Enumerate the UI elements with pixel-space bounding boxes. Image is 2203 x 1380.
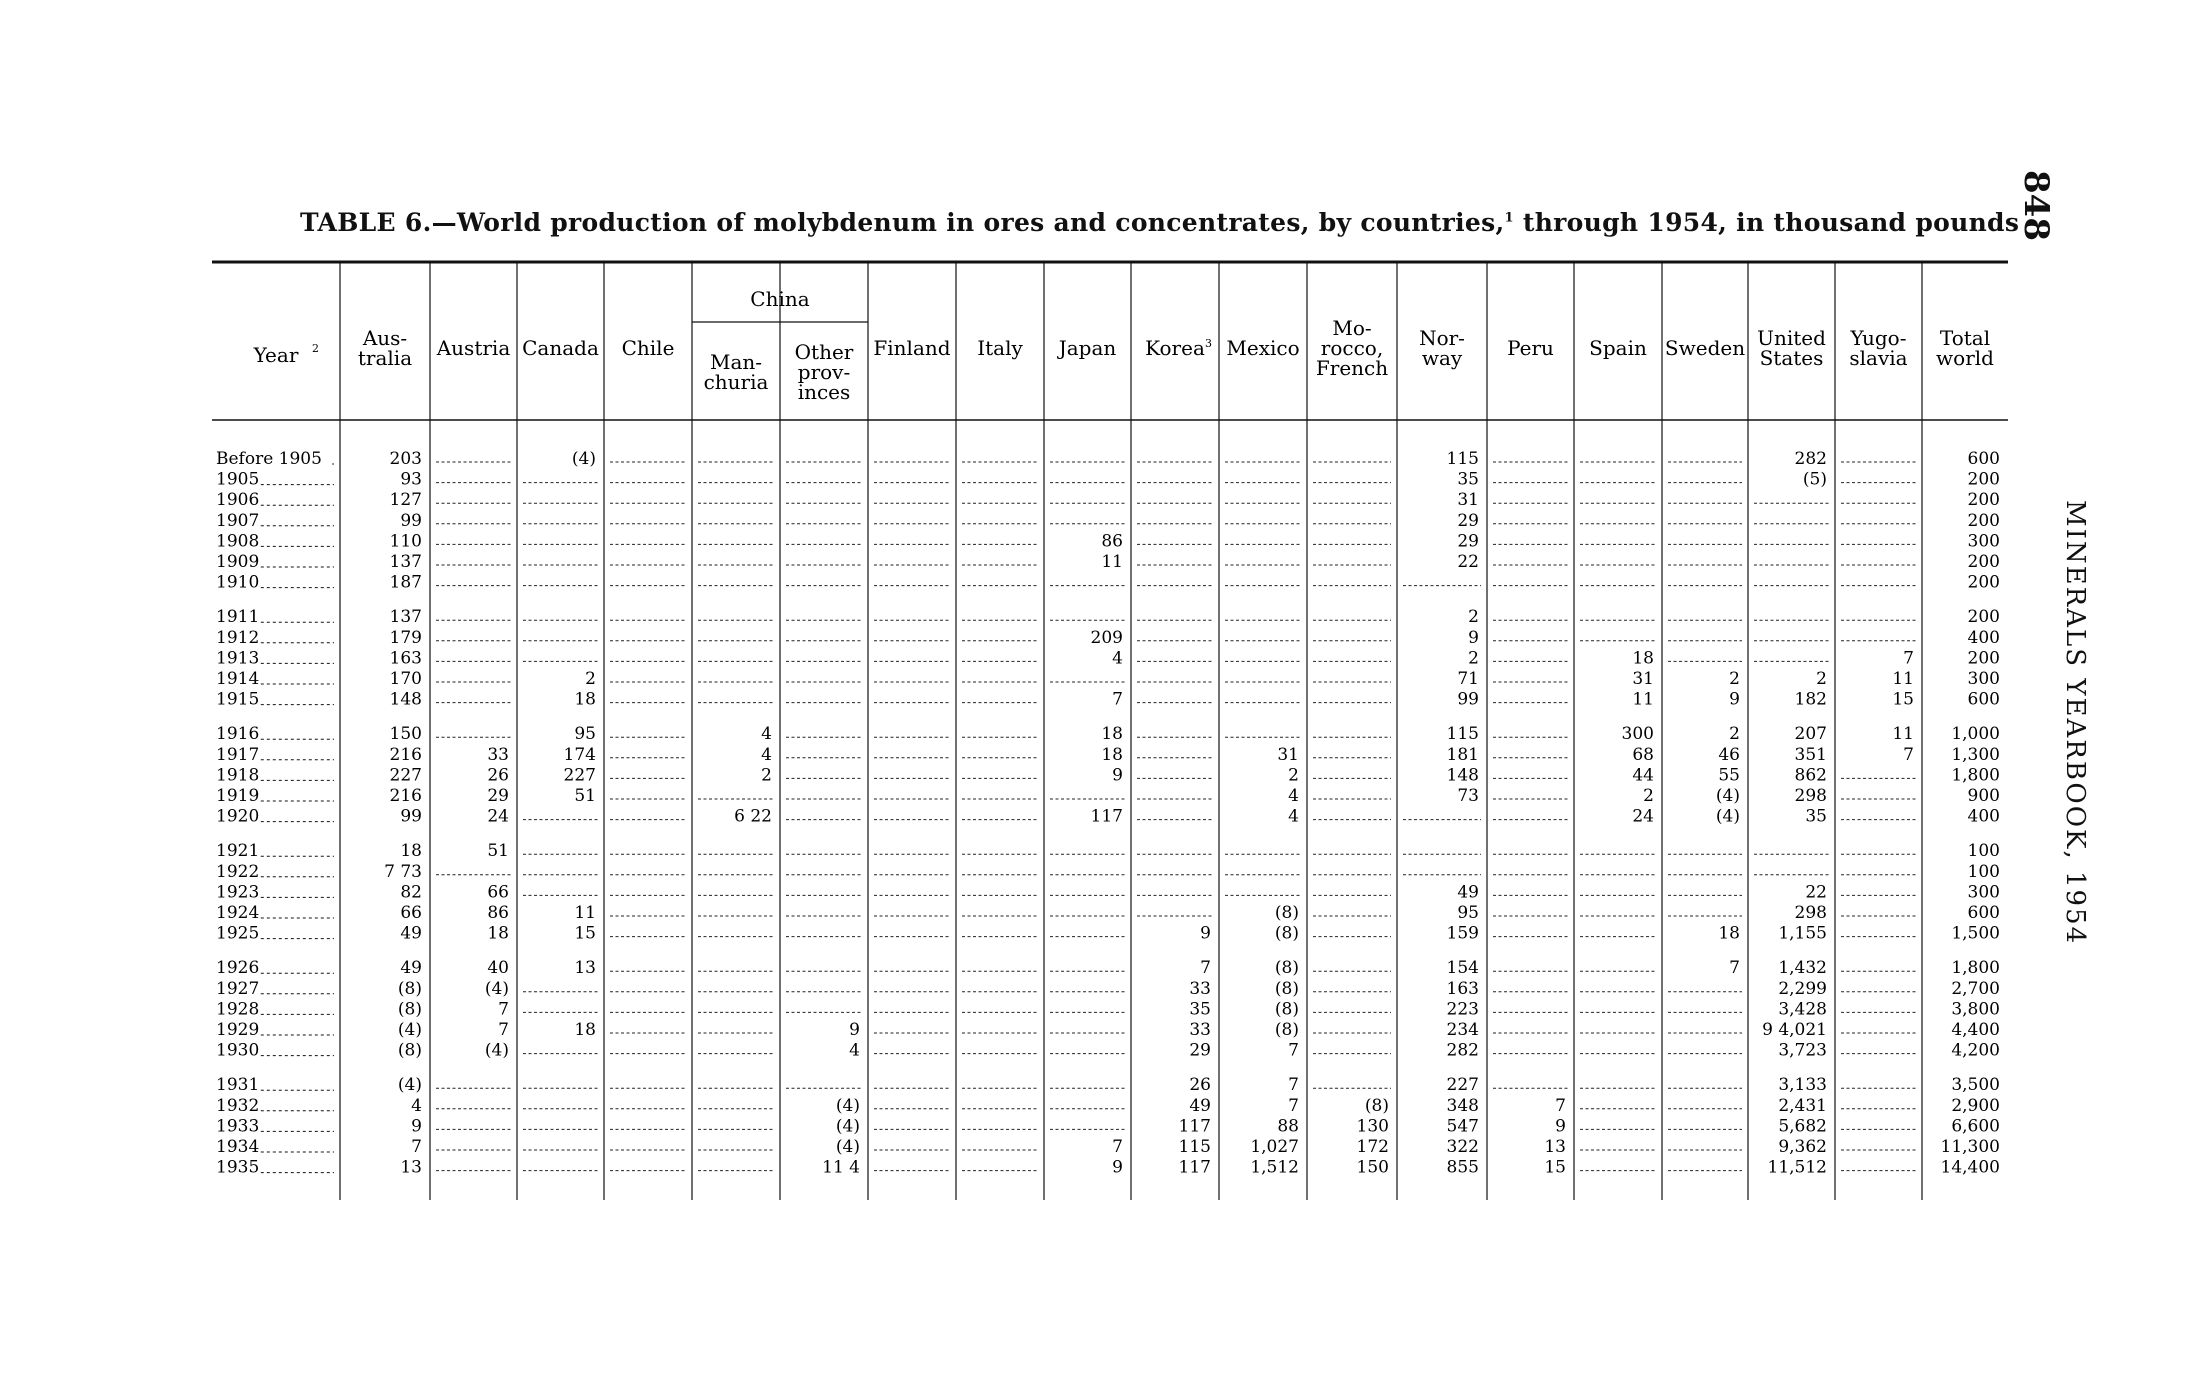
- year-label: 1919: [216, 786, 260, 806]
- cell-aus: 7: [411, 1137, 422, 1157]
- cell-norway: 29: [1457, 510, 1479, 531]
- cell-japan: 7: [1112, 689, 1123, 710]
- cell-total: 1,300: [1951, 744, 2000, 765]
- cell-aus: (8): [397, 1040, 422, 1061]
- cell-spain: 18: [1632, 648, 1654, 669]
- cell-korea: 117: [1178, 1116, 1211, 1137]
- column-header-austria: Austria: [436, 336, 511, 360]
- cell-aus: (8): [397, 999, 422, 1020]
- column-header-norway: way: [1421, 346, 1463, 370]
- column-header-otherprov: prov-: [797, 360, 851, 384]
- cell-mexico: (8): [1274, 978, 1299, 999]
- cell-yugo: 11: [1892, 724, 1914, 745]
- year-label: 1920: [216, 806, 260, 827]
- year-label: 1934: [216, 1137, 260, 1157]
- cell-korea: 7: [1200, 958, 1211, 979]
- cell-norway: 95: [1457, 903, 1479, 923]
- cell-manchuria: 4: [761, 744, 772, 765]
- column-header-norway: Nor-: [1419, 326, 1465, 350]
- cell-aus: 93: [400, 469, 422, 490]
- column-header-morocco: Mo-: [1332, 316, 1372, 340]
- year-label: 1913: [216, 648, 260, 669]
- column-header-note-korea: 3: [1205, 337, 1212, 350]
- page-number: 848: [2016, 170, 2056, 241]
- cell-us: 1,432: [1778, 958, 1827, 979]
- cell-sweden: (4): [1715, 786, 1740, 806]
- year-label: 1914: [216, 669, 260, 689]
- cell-mexico: (8): [1274, 923, 1299, 944]
- column-header-us: States: [1759, 346, 1824, 370]
- cell-peru: 9: [1555, 1116, 1566, 1137]
- cell-morocco: 150: [1356, 1157, 1389, 1178]
- cell-korea: 26: [1189, 1075, 1211, 1096]
- cell-otherprov: 4: [849, 1040, 860, 1061]
- column-header-mexico: Mexico: [1226, 336, 1300, 360]
- column-header-total: world: [1936, 346, 1994, 370]
- cell-mexico: 1,027: [1250, 1137, 1299, 1157]
- year-label: 1908: [216, 531, 260, 552]
- year-label: 1933: [216, 1116, 260, 1137]
- cell-aus: 82: [400, 882, 422, 903]
- cell-canada: 18: [574, 1020, 596, 1040]
- china-group-header: China: [750, 287, 810, 311]
- cell-aus: 18: [400, 841, 422, 862]
- cell-total: 200: [1967, 648, 2000, 669]
- cell-us: 298: [1794, 786, 1827, 806]
- cell-aus: 66: [400, 903, 422, 923]
- cell-total: 300: [1967, 669, 2000, 689]
- cell-aus: 203: [389, 449, 422, 469]
- cell-manchuria: 2: [761, 765, 772, 786]
- cell-japan: 7: [1112, 1137, 1123, 1157]
- cell-japan: 86: [1101, 531, 1123, 552]
- cell-mexico: (8): [1274, 903, 1299, 923]
- cell-norway: 73: [1457, 786, 1479, 806]
- cell-us: 22: [1805, 882, 1827, 903]
- cell-spain: 24: [1632, 806, 1654, 827]
- year-label: 1915: [216, 689, 260, 710]
- cell-aus: 148: [389, 689, 422, 710]
- cell-austria: 40: [487, 958, 509, 979]
- cell-total: 200: [1967, 572, 2000, 593]
- cell-aus: 150: [389, 724, 422, 745]
- table-title-tail: through 1954, in thousand pounds: [1513, 208, 2020, 237]
- cell-peru: 15: [1544, 1157, 1566, 1178]
- cell-aus: 49: [400, 958, 422, 979]
- cell-aus: (4): [397, 1075, 422, 1096]
- column-header-italy: Italy: [977, 336, 1023, 360]
- cell-norway: 181: [1446, 744, 1479, 765]
- cell-sweden: 46: [1718, 744, 1740, 765]
- cell-mexico: 2: [1288, 765, 1299, 786]
- running-head: MINERALS YEARBOOK, 1954: [2060, 500, 2090, 946]
- year-label: 1916: [216, 724, 260, 745]
- cell-spain: 44: [1632, 765, 1654, 786]
- column-header-aus: Aus-: [362, 326, 408, 350]
- cell-norway: 31: [1457, 490, 1479, 511]
- cell-aus: (4): [397, 1020, 422, 1040]
- cell-canada: 174: [563, 744, 596, 765]
- cell-aus: 99: [400, 806, 422, 827]
- cell-aus: 227: [389, 765, 422, 786]
- cell-total: 600: [1967, 689, 2000, 710]
- cell-total: 3,800: [1951, 999, 2000, 1020]
- cell-korea: 115: [1178, 1137, 1211, 1157]
- cell-peru: 7: [1555, 1095, 1566, 1116]
- cell-yugo: 11: [1892, 669, 1914, 689]
- cell-korea: 29: [1189, 1040, 1211, 1061]
- cell-us: 1,155: [1778, 923, 1827, 944]
- cell-manchuria: 4: [761, 724, 772, 745]
- cell-aus: 4: [411, 1095, 422, 1116]
- cell-us: 2: [1816, 669, 1827, 689]
- cell-canada: 15: [574, 923, 596, 944]
- cell-canada: 2: [585, 669, 596, 689]
- cell-total: 100: [1967, 861, 2000, 882]
- cell-norway: 71: [1457, 669, 1479, 689]
- cell-aus: 110: [389, 531, 422, 552]
- cell-sweden: 55: [1718, 765, 1740, 786]
- cell-korea: 35: [1189, 999, 1211, 1020]
- cell-aus: 127: [389, 490, 422, 511]
- cell-norway: 115: [1446, 449, 1479, 469]
- column-header-spain: Spain: [1589, 336, 1647, 360]
- year-label: 1907: [216, 510, 260, 531]
- cell-mexico: 88: [1277, 1116, 1299, 1137]
- cell-canada: 13: [574, 958, 596, 979]
- cell-total: 1,500: [1951, 923, 2000, 944]
- cell-norway: 322: [1446, 1137, 1479, 1157]
- cell-norway: 115: [1446, 724, 1479, 745]
- cell-mexico: 31: [1277, 744, 1299, 765]
- cell-mexico: 7: [1288, 1095, 1299, 1116]
- year-label: 1929: [216, 1020, 260, 1040]
- year-label: 1910: [216, 572, 260, 593]
- cell-total: 300: [1967, 531, 2000, 552]
- column-header-chile: Chile: [621, 336, 675, 360]
- cell-aus: (8): [397, 978, 422, 999]
- cell-total: 300: [1967, 882, 2000, 903]
- cell-aus: 9: [411, 1116, 422, 1137]
- cell-mexico: (8): [1274, 999, 1299, 1020]
- year-label: 1906: [216, 490, 260, 511]
- column-header-manchuria: Man-: [709, 350, 763, 374]
- cell-sweden: 2: [1729, 724, 1740, 745]
- cell-aus: 187: [389, 572, 422, 593]
- cell-norway: 2: [1468, 607, 1479, 628]
- cell-aus: 13: [400, 1157, 422, 1178]
- cell-manchuria: 6 22: [734, 806, 772, 827]
- cell-mexico: (8): [1274, 958, 1299, 979]
- cell-total: 200: [1967, 552, 2000, 572]
- cell-total: 1,800: [1951, 765, 2000, 786]
- cell-canada: 18: [574, 689, 596, 710]
- cell-norway: 547: [1446, 1116, 1479, 1137]
- cell-otherprov: 9: [849, 1020, 860, 1040]
- cell-us: 182: [1794, 689, 1827, 710]
- cell-us: 2,431: [1778, 1095, 1827, 1116]
- cell-sweden: 9: [1729, 689, 1740, 710]
- cell-peru: 13: [1544, 1137, 1566, 1157]
- cell-norway: 154: [1446, 958, 1479, 979]
- cell-spain: 2: [1643, 786, 1654, 806]
- table-title-text: TABLE 6.—World production of molybdenum in ores and concentrates, by countries,: [300, 208, 1505, 237]
- cell-total: 14,400: [1940, 1157, 2000, 1178]
- cell-norway: 855: [1446, 1157, 1479, 1178]
- cell-spain: 31: [1632, 669, 1654, 689]
- cell-austria: 18: [487, 923, 509, 944]
- cell-norway: 227: [1446, 1075, 1479, 1096]
- cell-spain: 11: [1632, 689, 1654, 710]
- cell-mexico: 4: [1288, 806, 1299, 827]
- cell-mexico: 7: [1288, 1075, 1299, 1096]
- year-label: 1921: [216, 841, 260, 862]
- year-label: 1928: [216, 999, 260, 1020]
- cell-austria: 26: [487, 765, 509, 786]
- cell-us: 9 4,021: [1762, 1020, 1827, 1040]
- cell-yugo: 7: [1903, 744, 1914, 765]
- year-label: 1927: [216, 978, 260, 999]
- cell-korea: 49: [1189, 1095, 1211, 1116]
- cell-norway: 148: [1446, 765, 1479, 786]
- cell-austria: 7: [498, 999, 509, 1020]
- cell-japan: 9: [1112, 1157, 1123, 1178]
- cell-norway: 159: [1446, 923, 1479, 944]
- year-label: 1932: [216, 1095, 260, 1116]
- cell-mexico: 7: [1288, 1040, 1299, 1061]
- cell-us: 3,428: [1778, 999, 1827, 1020]
- cell-aus: 216: [389, 786, 422, 806]
- cell-austria: 86: [487, 903, 509, 923]
- cell-total: 600: [1967, 903, 2000, 923]
- cell-austria: 7: [498, 1020, 509, 1040]
- cell-aus: 163: [389, 648, 422, 669]
- cell-us: 207: [1794, 724, 1827, 745]
- cell-korea: 117: [1178, 1157, 1211, 1178]
- cell-norway: 223: [1446, 999, 1479, 1020]
- column-header-sweden: Sweden: [1664, 336, 1746, 360]
- cell-total: 200: [1967, 607, 2000, 628]
- year-label: 1930: [216, 1040, 260, 1061]
- column-header-aus: tralia: [357, 346, 413, 370]
- column-header-peru: Peru: [1507, 336, 1554, 360]
- year-label: 1911: [216, 607, 260, 628]
- column-header-finland: Finland: [873, 336, 951, 360]
- cell-sweden: (4): [1715, 806, 1740, 827]
- cell-total: 200: [1967, 490, 2000, 511]
- cell-us: 9,362: [1778, 1137, 1827, 1157]
- year-header-note: 2: [312, 342, 319, 355]
- cell-total: 6,600: [1951, 1116, 2000, 1137]
- cell-total: 400: [1967, 806, 2000, 827]
- cell-norway: 9: [1468, 627, 1479, 648]
- cell-us: 298: [1794, 903, 1827, 923]
- cell-yugo: 7: [1903, 648, 1914, 669]
- cell-total: 900: [1967, 786, 2000, 806]
- cell-morocco: 130: [1356, 1116, 1389, 1137]
- cell-norway: 234: [1446, 1020, 1479, 1040]
- year-label: 1924: [216, 903, 260, 923]
- year-label: 1912: [216, 627, 260, 648]
- column-header-yugo: slavia: [1849, 346, 1908, 370]
- year-header: Year: [253, 343, 299, 367]
- cell-mexico: 4: [1288, 786, 1299, 806]
- cell-total: 4,400: [1951, 1020, 2000, 1040]
- cell-total: 400: [1967, 627, 2000, 648]
- cell-total: 4,200: [1951, 1040, 2000, 1061]
- year-label: Before 1905: [216, 449, 322, 469]
- cell-aus: 137: [389, 607, 422, 628]
- cell-otherprov: (4): [835, 1137, 860, 1157]
- cell-norway: 35: [1457, 469, 1479, 490]
- cell-us: 3,133: [1778, 1075, 1827, 1096]
- cell-norway: 99: [1457, 689, 1479, 710]
- column-header-morocco: rocco,: [1320, 336, 1384, 360]
- cell-morocco: (8): [1364, 1095, 1389, 1116]
- column-header-otherprov: Other: [794, 340, 854, 364]
- cell-japan: 11: [1101, 552, 1123, 572]
- cell-aus: 216: [389, 744, 422, 765]
- cell-norway: 22: [1457, 552, 1479, 572]
- column-header-otherprov: inces: [797, 380, 851, 404]
- cell-us: 282: [1794, 449, 1827, 469]
- cell-korea: 9: [1200, 923, 1211, 944]
- cell-norway: 49: [1457, 882, 1479, 903]
- column-header-morocco: French: [1315, 356, 1389, 380]
- cell-austria: 33: [487, 744, 509, 765]
- cell-japan: 209: [1090, 627, 1123, 648]
- cell-canada: 11: [574, 903, 596, 923]
- cell-us: 11,512: [1767, 1157, 1827, 1178]
- cell-canada: 51: [574, 786, 596, 806]
- year-label: 1935: [216, 1157, 260, 1178]
- cell-aus: 170: [389, 669, 422, 689]
- cell-norway: 348: [1446, 1095, 1479, 1116]
- cell-aus: 49: [400, 923, 422, 944]
- cell-otherprov: 11 4: [822, 1157, 860, 1178]
- year-label: 1923: [216, 882, 260, 903]
- cell-us: (5): [1802, 469, 1827, 490]
- cell-japan: 18: [1101, 744, 1123, 765]
- cell-total: 11,300: [1940, 1137, 2000, 1157]
- cell-sweden: 18: [1718, 923, 1740, 944]
- cell-norway: 29: [1457, 531, 1479, 552]
- year-label: 1918: [216, 765, 260, 786]
- table-title-footnote: 1: [1504, 210, 1514, 226]
- cell-norway: 163: [1446, 978, 1479, 999]
- column-header-yugo: Yugo-: [1850, 326, 1907, 350]
- cell-mexico: (8): [1274, 1020, 1299, 1040]
- cell-norway: 282: [1446, 1040, 1479, 1061]
- year-label: 1922: [216, 861, 260, 882]
- year-label: 1931: [216, 1075, 260, 1096]
- cell-japan: 117: [1090, 806, 1123, 827]
- cell-japan: 4: [1112, 648, 1123, 669]
- cell-total: 600: [1967, 449, 2000, 469]
- cell-us: 862: [1794, 765, 1827, 786]
- cell-total: 3,500: [1951, 1075, 2000, 1096]
- column-header-total: Total: [1939, 326, 1991, 350]
- year-label: 1925: [216, 923, 260, 944]
- cell-austria: 51: [487, 841, 509, 862]
- cell-us: 5,682: [1778, 1116, 1827, 1137]
- cell-aus: 99: [400, 510, 422, 531]
- cell-aus: 7 73: [384, 861, 422, 882]
- cell-austria: (4): [484, 1040, 509, 1061]
- cell-korea: 33: [1189, 978, 1211, 999]
- cell-total: 2,700: [1951, 978, 2000, 999]
- cell-total: 1,000: [1951, 724, 2000, 745]
- cell-mexico: 1,512: [1250, 1157, 1299, 1178]
- cell-korea: 33: [1189, 1020, 1211, 1040]
- cell-norway: 2: [1468, 648, 1479, 669]
- cell-spain: 68: [1632, 744, 1654, 765]
- column-header-canada: Canada: [522, 336, 599, 360]
- cell-sweden: 7: [1729, 958, 1740, 979]
- cell-us: 351: [1794, 744, 1827, 765]
- cell-us: 35: [1805, 806, 1827, 827]
- cell-total: 200: [1967, 510, 2000, 531]
- cell-us: 3,723: [1778, 1040, 1827, 1061]
- cell-spain: 300: [1621, 724, 1654, 745]
- year-label: 1905: [216, 469, 260, 490]
- year-label: 1909: [216, 552, 260, 572]
- column-header-us: United: [1757, 326, 1826, 350]
- cell-otherprov: (4): [835, 1116, 860, 1137]
- cell-us: 2,299: [1778, 978, 1827, 999]
- cell-sweden: 2: [1729, 669, 1740, 689]
- column-header-manchuria: churia: [703, 370, 769, 394]
- cell-morocco: 172: [1356, 1137, 1389, 1157]
- column-header-japan: Japan: [1058, 336, 1117, 360]
- year-label: 1917: [216, 744, 260, 765]
- cell-otherprov: (4): [835, 1095, 860, 1116]
- cell-austria: 66: [487, 882, 509, 903]
- cell-total: 100: [1967, 841, 2000, 862]
- cell-total: 1,800: [1951, 958, 2000, 979]
- year-label: 1926: [216, 958, 260, 979]
- cell-total: 200: [1967, 469, 2000, 490]
- cell-total: 2,900: [1951, 1095, 2000, 1116]
- cell-yugo: 15: [1892, 689, 1914, 710]
- cell-austria: 24: [487, 806, 509, 827]
- cell-japan: 18: [1101, 724, 1123, 745]
- cell-canada: 227: [563, 765, 596, 786]
- cell-austria: (4): [484, 978, 509, 999]
- cell-canada: 95: [574, 724, 596, 745]
- column-header-korea: Korea: [1145, 336, 1205, 360]
- cell-aus: 137: [389, 552, 422, 572]
- cell-austria: 29: [487, 786, 509, 806]
- cell-japan: 9: [1112, 765, 1123, 786]
- cell-aus: 179: [389, 627, 422, 648]
- cell-canada: (4): [571, 449, 596, 469]
